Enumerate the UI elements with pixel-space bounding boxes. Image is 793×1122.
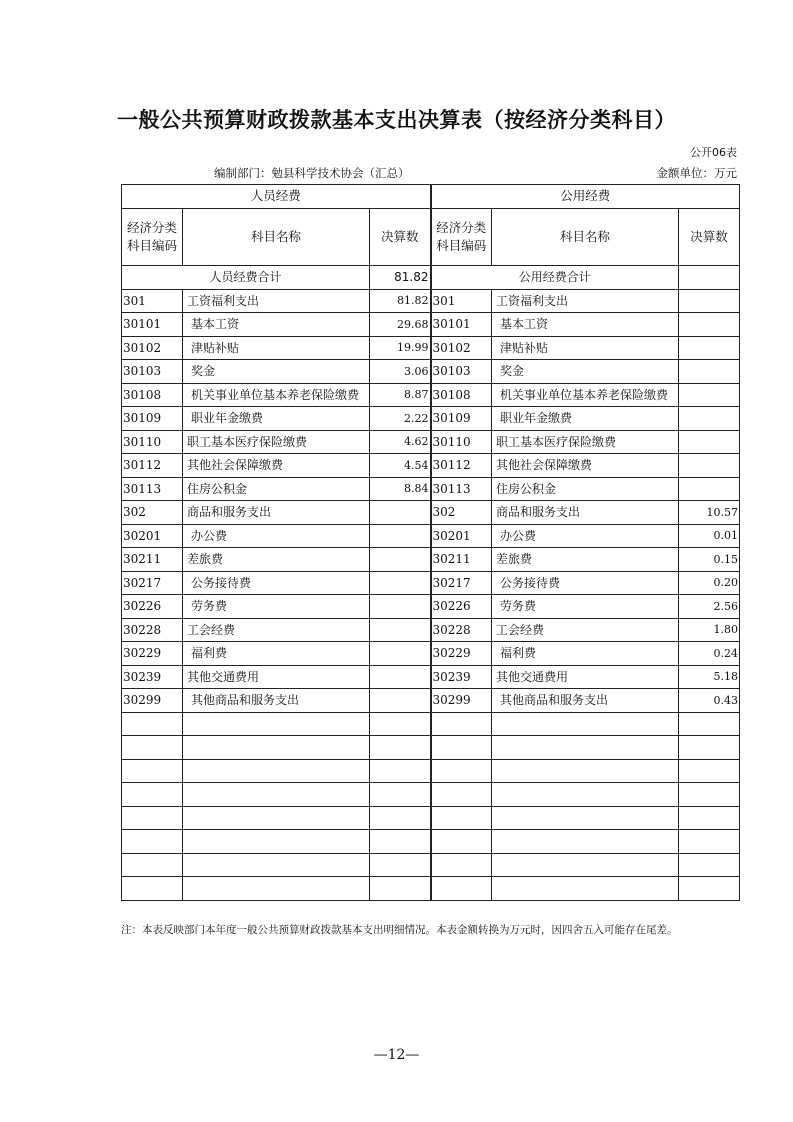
right-code-cell: 30211	[431, 548, 492, 572]
right-amount-cell: 0.20	[679, 571, 740, 595]
left-code-cell: 30109	[122, 407, 183, 431]
left-amount-cell: 8.87	[370, 383, 431, 407]
left-amount-cell	[370, 524, 431, 548]
code-header-line2: 科目编码	[436, 238, 487, 253]
total-row	[122, 266, 740, 290]
empty-cell	[370, 853, 431, 877]
expenditure-table	[121, 184, 740, 901]
right-name-cell: 其他社会保障缴费	[492, 454, 679, 478]
left-name-header: 科目名称	[183, 209, 370, 266]
table-row	[122, 360, 740, 384]
empty-cell	[370, 712, 431, 736]
empty-cell	[492, 783, 679, 807]
empty-cell	[122, 877, 183, 901]
right-name-cell: 公务接待费	[492, 571, 679, 595]
right-amount-cell: 2.56	[679, 595, 740, 619]
right-name-cell: 福利费	[492, 642, 679, 666]
left-code-cell: 30239	[122, 665, 183, 689]
left-amount-cell: 4.54	[370, 454, 431, 478]
left-code-cell: 301	[122, 289, 183, 313]
right-code-header	[431, 209, 492, 266]
table-row	[122, 336, 740, 360]
right-code-cell: 30299	[431, 689, 492, 713]
left-name-cell: 其他商品和服务支出	[183, 689, 370, 713]
right-code-cell: 30239	[431, 665, 492, 689]
right-code-cell: 30229	[431, 642, 492, 666]
right-code-cell: 301	[431, 289, 492, 313]
left-code-cell: 30211	[122, 548, 183, 572]
table-row	[122, 689, 740, 713]
left-code-cell: 30229	[122, 642, 183, 666]
left-amount-cell	[370, 571, 431, 595]
right-amount-cell	[679, 313, 740, 337]
empty-row	[122, 830, 740, 854]
right-name-cell: 商品和服务支出	[492, 501, 679, 525]
empty-cell	[183, 853, 370, 877]
left-amount-cell	[370, 665, 431, 689]
right-amount-header: 决算数	[679, 209, 740, 266]
empty-cell	[679, 759, 740, 783]
left-name-cell: 职工基本医疗保险缴费	[183, 430, 370, 454]
left-code-cell: 30110	[122, 430, 183, 454]
table-row	[122, 524, 740, 548]
table-row	[122, 501, 740, 525]
empty-row	[122, 759, 740, 783]
left-name-cell: 办公费	[183, 524, 370, 548]
empty-cell	[431, 830, 492, 854]
empty-cell	[370, 783, 431, 807]
left-amount-cell: 29.68	[370, 313, 431, 337]
empty-cell	[183, 736, 370, 760]
right-amount-cell	[679, 336, 740, 360]
empty-cell	[679, 712, 740, 736]
left-name-cell: 差旅费	[183, 548, 370, 572]
left-name-cell: 基本工资	[183, 313, 370, 337]
empty-cell	[122, 783, 183, 807]
left-name-cell: 其他交通费用	[183, 665, 370, 689]
table-row	[122, 407, 740, 431]
empty-cell	[679, 783, 740, 807]
public-header: 公用经费	[431, 185, 740, 209]
left-code-cell: 30113	[122, 477, 183, 501]
empty-cell	[679, 806, 740, 830]
left-name-cell: 商品和服务支出	[183, 501, 370, 525]
empty-cell	[492, 712, 679, 736]
right-code-cell: 30109	[431, 407, 492, 431]
empty-cell	[122, 759, 183, 783]
empty-cell	[431, 783, 492, 807]
right-name-cell: 办公费	[492, 524, 679, 548]
left-amount-cell: 2.22	[370, 407, 431, 431]
page-number: —12—	[373, 1047, 420, 1063]
empty-cell	[492, 736, 679, 760]
left-code-cell: 302	[122, 501, 183, 525]
left-amount-cell: 81.82	[370, 289, 431, 313]
empty-row	[122, 712, 740, 736]
table-row	[122, 642, 740, 666]
right-amount-cell: 1.80	[679, 618, 740, 642]
empty-cell	[492, 853, 679, 877]
right-name-cell: 其他商品和服务支出	[492, 689, 679, 713]
empty-cell	[183, 783, 370, 807]
left-code-cell: 30102	[122, 336, 183, 360]
right-name-cell: 其他交通费用	[492, 665, 679, 689]
table-row	[122, 618, 740, 642]
right-name-header: 科目名称	[492, 209, 679, 266]
empty-cell	[492, 759, 679, 783]
empty-cell	[679, 877, 740, 901]
table-row	[122, 665, 740, 689]
right-name-cell: 住房公积金	[492, 477, 679, 501]
table-row	[122, 571, 740, 595]
right-amount-cell: 10.57	[679, 501, 740, 525]
table-row	[122, 430, 740, 454]
right-code-cell: 30102	[431, 336, 492, 360]
empty-cell	[679, 853, 740, 877]
left-amount-cell	[370, 642, 431, 666]
table-row	[122, 383, 740, 407]
left-name-cell: 其他社会保障缴费	[183, 454, 370, 478]
empty-row	[122, 783, 740, 807]
left-code-cell: 30299	[122, 689, 183, 713]
table-row	[122, 548, 740, 572]
right-amount-cell	[679, 383, 740, 407]
left-amount-cell	[370, 548, 431, 572]
empty-cell	[431, 806, 492, 830]
personnel-total-value: 81.82	[370, 266, 431, 290]
right-name-cell: 机关事业单位基本养老保险缴费	[492, 383, 679, 407]
empty-row	[122, 736, 740, 760]
code-header-line1: 经济分类	[436, 219, 487, 235]
right-code-cell: 30201	[431, 524, 492, 548]
left-name-cell: 机关事业单位基本养老保险缴费	[183, 383, 370, 407]
table-row	[122, 477, 740, 501]
empty-cell	[122, 830, 183, 854]
empty-cell	[370, 759, 431, 783]
right-code-cell: 30101	[431, 313, 492, 337]
right-amount-cell	[679, 407, 740, 431]
right-amount-cell	[679, 477, 740, 501]
empty-cell	[431, 853, 492, 877]
left-amount-cell: 19.99	[370, 336, 431, 360]
empty-cell	[679, 830, 740, 854]
empty-cell	[183, 830, 370, 854]
left-name-cell: 奖金	[183, 360, 370, 384]
left-code-cell: 30201	[122, 524, 183, 548]
left-amount-cell	[370, 501, 431, 525]
form-number: 公开06表	[690, 146, 737, 159]
code-header-line2: 科目编码	[126, 238, 177, 253]
empty-cell	[431, 712, 492, 736]
empty-cell	[492, 806, 679, 830]
right-code-cell: 30112	[431, 454, 492, 478]
left-code-header	[122, 209, 183, 266]
empty-cell	[370, 830, 431, 854]
left-amount-header: 决算数	[370, 209, 431, 266]
table-row	[122, 454, 740, 478]
left-name-cell: 福利费	[183, 642, 370, 666]
empty-row	[122, 877, 740, 901]
table-row	[122, 313, 740, 337]
empty-cell	[183, 712, 370, 736]
right-name-cell: 劳务费	[492, 595, 679, 619]
left-code-cell: 30228	[122, 618, 183, 642]
left-name-cell: 住房公积金	[183, 477, 370, 501]
footnote: 注：本表反映部门本年度一般公共预算财政拨款基本支出明细情况。本表金额转换为万元时，因四舍五入可能存在尾差。	[121, 924, 678, 936]
right-code-cell: 30113	[431, 477, 492, 501]
table-row	[122, 289, 740, 313]
empty-cell	[431, 759, 492, 783]
empty-cell	[679, 736, 740, 760]
public-total-label: 公用经费合计	[431, 266, 679, 290]
compiling-department: 编制部门：勉县科学技术协会（汇总）	[214, 166, 410, 180]
left-amount-cell: 3.06	[370, 360, 431, 384]
left-code-cell: 30101	[122, 313, 183, 337]
personnel-header: 人员经费	[122, 185, 431, 209]
empty-row	[122, 853, 740, 877]
empty-cell	[122, 853, 183, 877]
empty-cell	[183, 759, 370, 783]
left-name-cell: 工会经费	[183, 618, 370, 642]
right-code-cell: 30108	[431, 383, 492, 407]
right-name-cell: 奖金	[492, 360, 679, 384]
empty-cell	[122, 712, 183, 736]
right-amount-cell	[679, 360, 740, 384]
right-code-cell: 30226	[431, 595, 492, 619]
left-name-cell: 津贴补贴	[183, 336, 370, 360]
left-code-cell: 30103	[122, 360, 183, 384]
left-name-cell: 劳务费	[183, 595, 370, 619]
left-code-cell: 30112	[122, 454, 183, 478]
right-name-cell: 基本工资	[492, 313, 679, 337]
personnel-total-label: 人员经费合计	[122, 266, 370, 290]
left-amount-cell	[370, 689, 431, 713]
left-amount-cell	[370, 618, 431, 642]
page-title: 一般公共预算财政拨款基本支出决算表（按经济分类科目）	[117, 108, 676, 132]
left-amount-cell	[370, 595, 431, 619]
right-amount-cell	[679, 430, 740, 454]
left-name-cell: 职业年金缴费	[183, 407, 370, 431]
public-total-value	[679, 266, 740, 290]
header-row-1	[122, 185, 740, 209]
right-amount-cell: 0.43	[679, 689, 740, 713]
right-amount-cell: 0.01	[679, 524, 740, 548]
left-code-cell: 30108	[122, 383, 183, 407]
right-amount-cell	[679, 289, 740, 313]
right-code-cell: 30110	[431, 430, 492, 454]
right-amount-cell: 0.24	[679, 642, 740, 666]
right-name-cell: 津贴补贴	[492, 336, 679, 360]
left-code-cell: 30226	[122, 595, 183, 619]
empty-cell	[431, 736, 492, 760]
right-code-cell: 302	[431, 501, 492, 525]
right-name-cell: 职业年金缴费	[492, 407, 679, 431]
empty-row	[122, 806, 740, 830]
empty-cell	[492, 877, 679, 901]
right-code-cell: 30228	[431, 618, 492, 642]
left-name-cell: 公务接待费	[183, 571, 370, 595]
right-amount-cell: 5.18	[679, 665, 740, 689]
right-code-cell: 30217	[431, 571, 492, 595]
empty-cell	[183, 806, 370, 830]
empty-cell	[183, 877, 370, 901]
code-header-line1: 经济分类	[126, 219, 177, 235]
left-code-cell: 30217	[122, 571, 183, 595]
header-row-2	[122, 209, 740, 266]
empty-cell	[492, 830, 679, 854]
empty-cell	[122, 736, 183, 760]
empty-cell	[431, 877, 492, 901]
right-amount-cell: 0.15	[679, 548, 740, 572]
right-name-cell: 职工基本医疗保险缴费	[492, 430, 679, 454]
empty-cell	[370, 877, 431, 901]
left-name-cell: 工资福利支出	[183, 289, 370, 313]
table-row	[122, 595, 740, 619]
left-amount-cell: 4.62	[370, 430, 431, 454]
amount-unit: 金额单位：万元	[656, 166, 737, 180]
right-name-cell: 差旅费	[492, 548, 679, 572]
left-amount-cell: 8.84	[370, 477, 431, 501]
right-code-cell: 30103	[431, 360, 492, 384]
empty-cell	[122, 806, 183, 830]
right-amount-cell	[679, 454, 740, 478]
empty-cell	[370, 806, 431, 830]
right-name-cell: 工会经费	[492, 618, 679, 642]
empty-cell	[370, 736, 431, 760]
right-name-cell: 工资福利支出	[492, 289, 679, 313]
